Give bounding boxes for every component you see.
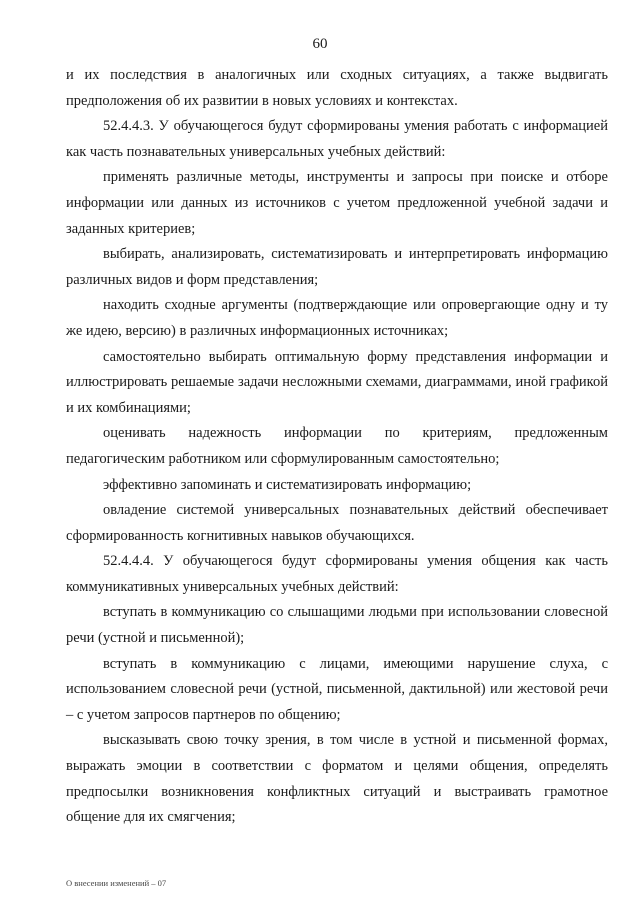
- paragraph: вступать в коммуникацию со слышащими людьми при использовании словесной речи (устной и письменной);: [66, 604, 608, 647]
- document-body: [66, 63, 608, 831]
- paragraph: и их последствия в аналогичных или сходных ситуациях, а также выдвигать предположения об их развитии в новых условиях и контекстах.: [66, 67, 608, 109]
- paragraph: выбирать, анализировать, систематизировать и интерпретировать информацию различных видов и форм представления;: [66, 246, 608, 288]
- paragraph: 52.4.4.4. У обучающегося будут сформированы умения общения как часть коммуникативных универсальных учебных действий:: [66, 553, 608, 595]
- paragraph: 52.4.4.3. У обучающегося будут сформированы умения работать с информацией как часть познавательных универсальных учебных действий:: [66, 118, 608, 160]
- paragraph: оценивать надежность информации по критериям, предложенным педагогическим работником или сформулированным самостоятельно;: [66, 425, 608, 467]
- paragraph: эффективно запоминать и систематизировать информацию;: [103, 476, 472, 493]
- page-footer: О внесении изменений – 07: [66, 878, 167, 888]
- page-number: 60: [312, 36, 328, 52]
- paragraph: высказывать свою точку зрения, в том числе в устной и письменной формах, выражать эмоции в соответствии с форматом и целями общения, определять предпосылки возникновения конфликтных ситуаций и выстраивать грамотное общение для их смягчения;: [66, 732, 608, 826]
- paragraph: самостоятельно выбирать оптимальную форму представления информации и иллюстрировать решаемые задачи несложными схемами, диаграммами, иной графикой и их комбинациями;: [66, 348, 608, 416]
- paragraph: овладение системой универсальных познавательных действий обеспечивает сформированность когнитивных навыков обучающихся.: [66, 502, 608, 544]
- paragraph: вступать в коммуникацию с лицами, имеющими нарушение слуха, с использованием словесной речи (устной, письменной, дактильной) или жестовой речи – с учетом запросов партнеров по общению;: [66, 655, 608, 723]
- paragraph: применять различные методы, инструменты и запросы при поиске и отборе информации или данных из источников с учетом предложенной учебной задачи и заданных критериев;: [66, 169, 608, 237]
- paragraph: находить сходные аргументы (подтверждающие или опровергающие одну и ту же идею, версию) в различных информационных источниках;: [66, 297, 608, 339]
